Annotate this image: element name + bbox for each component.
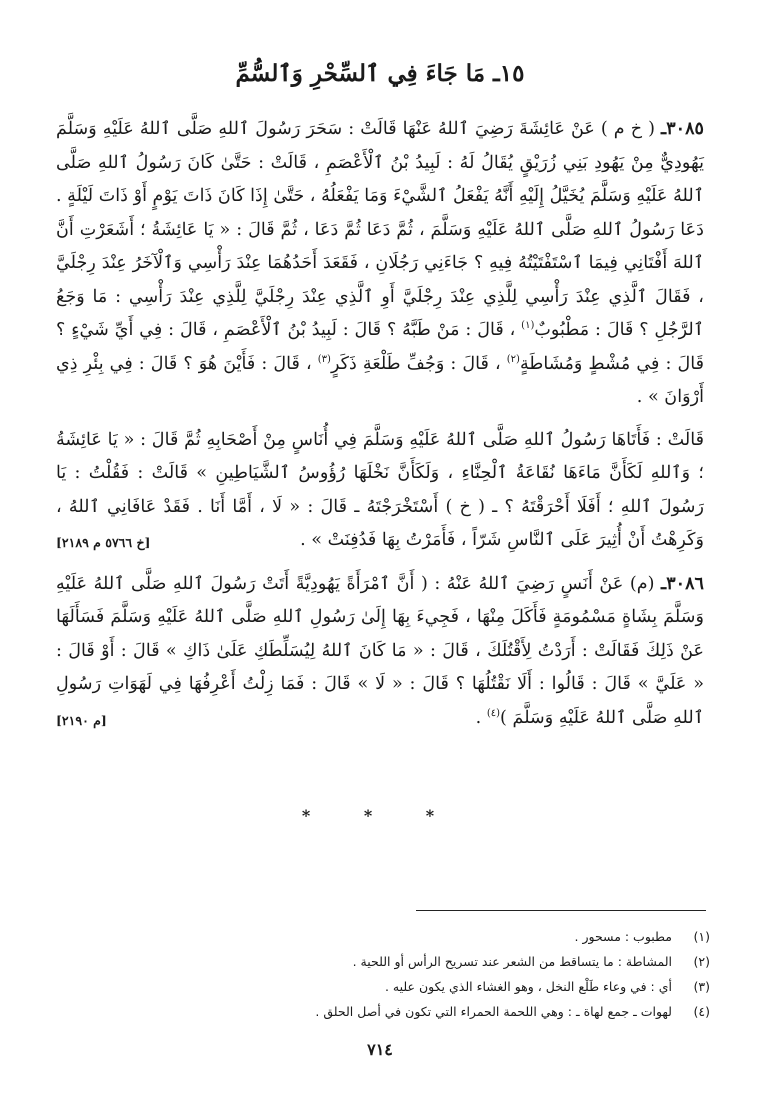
hadith-text: ( خ م ) عَنْ عَائِشَةَ رَضِيَ ٱللهُ عَنْهَا قَالَتْ : سَحَرَ رَسُولَ ٱللهِ صَلَّى ٱللهُ عَلَيْهِ وَسَلَّمَ يَهُودِيٌّ مِنْ يَهُودِ بَنِي زُرَيْقٍ يُقَالُ لَهُ : لَبِيدُ بْنُ ٱلْأَعْصَمِ ، قَالَتْ : حَتَّىٰ كَانَ رَسُولُ ٱللهِ صَلَّى ٱللهُ عَلَيْهِ وَسَلَّمَ يُخَيَّلُ إِلَيْهِ أَنَّهُ يَفْعَلُ ٱلشَّيْءَ وَمَا يَفْعَلُهُ ، حَتَّىٰ إِذَا كَانَ ذَاتَ يَوْمٍ أَوْ ذَاتَ لَيْلَةٍ . دَعَا رَسُولُ ٱللهِ صَلَّى ٱللهُ عَلَيْهِ وَسَلَّمَ ، ثُمَّ دَعَا ثُمَّ دَعَا ، ثُمَّ قَالَ : « يَا عَائِشَةُ ؛ أَشَعَرْتِ أَنَّ ٱللهَ أَفْتَانِي فِيمَا ٱسْتَفْتَيْتُهُ فِيهِ ؟ جَاءَنِي رَجُلَانِ ، فَقَعَدَ أَحَدُهُمَا عِنْدَ رَأْسِي وَٱلْآخَرُ عِنْدَ رِجْلَيَّ ، فَقَالَ ٱلَّذِي عِنْدَ رَأْسِي لِلَّذِي عِنْدَ رِجْلَيَّ أَوِ ٱلَّذِي عِنْدَ رِجْلَيَّ لِلَّذِي عِنْدَ رَأْسِي : مَا وَجَعُ ٱلرَّجُلِ ؟ قَالَ : مَطْبُوبٌ [56,119,704,340]
hadith-3085-paragraph [56,112,704,415]
footnote-number: (٣) [693,979,710,994]
footnote-ref-3[interactable]: (٣) [317,353,331,365]
hadith-number: ٣٠٨٥ـ [661,118,705,139]
footnote-text: مطبوب : مسحور . [574,929,672,944]
footnote-ref-4[interactable]: (٤) [486,707,501,719]
footnotes [300,924,710,1024]
hadith-text: . [475,707,482,728]
hadith-text: ، قَالَ : فَأَيْنَ هُوَ ؟ قَالَ : فِي بِئْرِ ذِي أَرْوَانَ » . [56,353,704,407]
hadith-text: ، قَالَ : وَجُفِّ طَلْعَةِ ذَكَرٍ [330,353,501,374]
hadith-number: ٣٠٨٦ـ [661,572,704,594]
footnote-divider [416,910,706,911]
footnote-number: (٢) [693,954,710,969]
footnote-item [300,999,710,1024]
footnote-text: أي : في وعاء طَلْع النخل ، وهو الغشاء الذي يكون عليه . [384,979,672,994]
section-separator: * * * [301,806,459,825]
main-text [56,112,704,737]
footnote-number: (٤) [693,1004,710,1019]
footnote-item [300,949,710,974]
chapter-title: ١٥ـ مَا جَاءَ فِي ٱلسِّحْرِ وَٱلسُّمِّ [235,60,525,87]
footnote-number: (١) [693,929,710,944]
hadith-text: ، قَالَ : مَنْ طَبَّهُ ؟ قَالَ : لَبِيدُ بْنُ ٱلْأَعْصَمِ ، قَالَ : فِي أَيِّ شَيْءٍ ؟ قَالَ : فِي مُشْطٍ وَمُشَاطَةٍ [56,320,705,374]
footnote-item [300,924,710,949]
page-number: ٧١٤ [367,1040,393,1059]
source-reference: [خ ٥٧٦٦ م ٢١٨٩] [56,535,151,550]
footnote-text: المشاطة : ما يتساقط من الشعر عند تسريح الرأس أو اللحية . [352,954,672,969]
footnote-ref-1[interactable]: (١) [521,320,535,332]
hadith-text: قَالَتْ : فَأَتَاهَا رَسُولُ ٱللهِ صَلَّى ٱللهُ عَلَيْهِ وَسَلَّمَ فِي أُنَاسٍ مِنْ أَصْحَابِهِ ثُمَّ قَالَ : « يَا عَائِشَةُ ؛ وَٱللهِ لَكَأَنَّ مَاءَهَا نُقَاعَةُ ٱلْحِنَّاءِ ، وَلَكَأَنَّ نَخْلَهَا رُؤُوسُ ٱلشَّيَاطِينِ » قَالَتْ : فَقُلْتُ : يَا رَسُولَ ٱللهِ ؛ أَفَلَا أَحْرَقْتَهُ ؟ ـ ( خ ) أَسْتَخْرَجْتَهُ ـ قَالَ : « لَا ، أَمَّا أَنَا . فَقَدْ عَافَانِي ٱللهُ ، وَكَرِهْتُ أَنْ أُثِيرَ عَلَى ٱلنَّاسِ شَرّاً ، فَأَمَرْتُ بِهَا فَدُفِنَتْ » . [56,429,704,550]
hadith-text: (م) عَنْ أَنَسٍ رَضِيَ ٱللهُ عَنْهُ : ( أَنَّ ٱمْرَأَةً يَهُودِيَّةً أَتَتْ رَسُولَ ٱللهِ صَلَّى ٱللهُ عَلَيْهِ وَسَلَّمَ بِشَاةٍ مَسْمُومَةٍ فَأَكَلَ مِنْهَا ، فَجِيءَ بِهَا إِلَىٰ رَسُولِ ٱللهِ صَلَّى ٱللهُ عَلَيْهِ وَسَلَّمَ فَسَأَلَهَا عَنْ ذَلِكَ فَقَالَتْ : أَرَدْتُ لِأَقْتُلَكَ ، قَالَ : « مَا كَانَ ٱللهُ لِيُسَلِّطَكِ عَلَىٰ ذَاكِ » قَالَ : أَوْ قَالَ : « عَلَيَّ » قَالَ : قَالُوا : أَلَا نَقْتُلُهَا ؟ قَالَ : « لَا » قَالَ : فَمَا زِلْتُ أَعْرِفُهَا فِي لَهَوَاتِ رَسُولِ ٱللهِ صَلَّى ٱللهُ عَلَيْهِ وَسَلَّمَ ) [56,573,704,728]
footnote-ref-2[interactable]: (٢) [506,353,520,365]
source-reference: [م ٢١٩٠] [56,712,107,728]
hadith-3086-paragraph [56,567,704,736]
footnote-item [300,974,710,999]
hadith-3085-continuation [56,424,704,558]
footnote-text: لهوات ـ جمع لهاة ـ : وهي اللحمة الحمراء التي تكون في أصل الحلق . [315,1004,672,1019]
